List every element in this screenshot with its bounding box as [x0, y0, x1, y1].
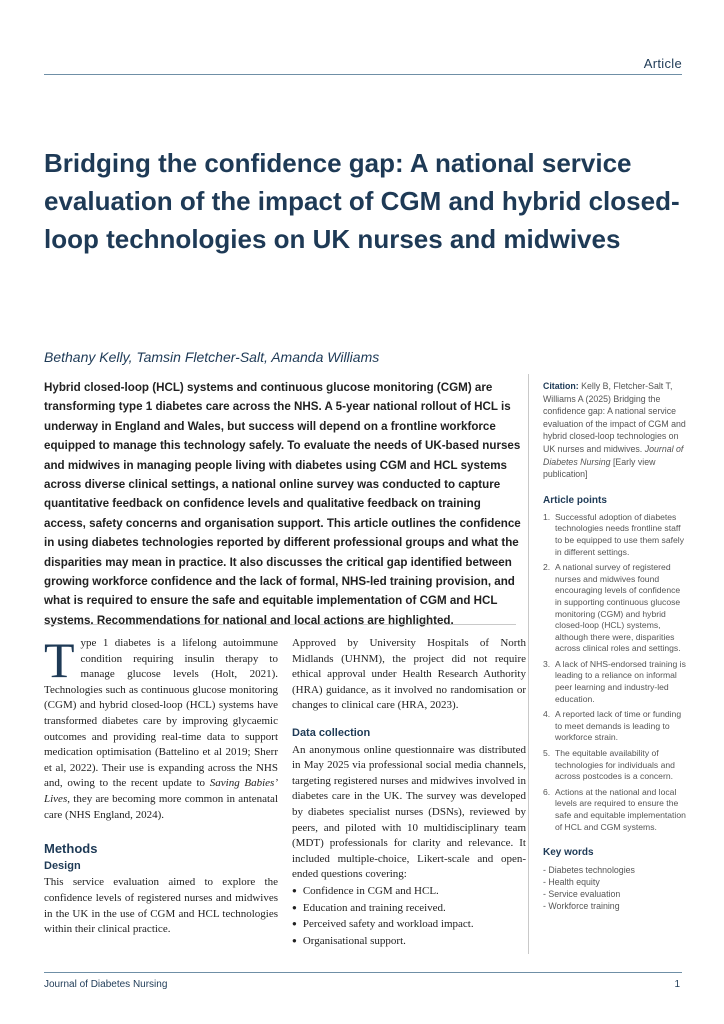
- topic-item: ● Education and training received.: [292, 900, 526, 917]
- footer-journal: Journal of Diabetes Nursing: [44, 979, 168, 990]
- keyword: - Workforce training: [543, 901, 620, 912]
- author-list: Bethany Kelly, Tamsin Fletcher-Salt, Amanda Williams: [44, 349, 380, 365]
- keyword: - Health equity: [543, 877, 600, 888]
- design-paragraph: This service evaluation aimed to explore the confidence levels of registered nurses and midwives in the UK in the use of CGM and HCL technologies within their clinical practice.: [44, 876, 278, 936]
- point-number: 6.: [543, 786, 551, 797]
- point-number: 2.: [543, 562, 551, 573]
- data-collection-paragraph: An anonymous online questionnaire was distributed in May 2025 via professional social media channels, targeting registered nurses and midwives involved in diabetes care in the UK. The survey was developed by diabetes specialist nurses (DSNs), reviewed by peers, and piloted with 10 multidisciplinary team (MDT) professionals for clarity and relevance. It included multiple-choice, Likert-scale and open-ended questions covering:: [292, 743, 526, 881]
- intro-italic: Saving Babies’ Lives: [44, 777, 279, 805]
- header-rule: [44, 74, 682, 75]
- article-points-list: [543, 512, 686, 833]
- article-point: [543, 748, 686, 783]
- point-text: The equitable availability of technologies for individuals and across postcodes is a concern.: [555, 748, 675, 782]
- topic-item: ● Confidence in CGM and HCL.: [292, 883, 526, 900]
- point-text: Successful adoption of diabetes technologies needs frontline staff to be equipped to use them safely in different settings.: [555, 511, 684, 557]
- citation-journal: Journal of Diabetes Nursing: [543, 443, 684, 467]
- point-number: 1.: [543, 511, 551, 522]
- point-text: Actions at the national and local levels are required to ensure the safe and equitable implementation of HCL and CGM systems.: [555, 786, 686, 832]
- point-number: 4.: [543, 709, 551, 720]
- design-heading: Design: [44, 859, 81, 872]
- sidebar: [528, 374, 686, 954]
- section-label: Article: [643, 56, 682, 71]
- keywords-list: [543, 864, 686, 912]
- footer-rule: [44, 972, 682, 973]
- article-points-heading: Article points: [543, 494, 607, 506]
- topic-item: ● Perceived safety and workload impact.: [292, 916, 526, 933]
- intro-paragraph: [44, 632, 279, 823]
- data-collection-heading: Data collection: [292, 726, 371, 739]
- point-number: 5.: [543, 748, 551, 759]
- article-point: [543, 659, 686, 705]
- article-title: Bridging the confidence gap: A national service evaluation of the impact of CGM and hybrid closed-loop technologies on UK nurses and midwives: [44, 148, 680, 254]
- citation-text: Kelly B, Fletcher-Salt T, Williams A (2025) Bridging the confidence gap: A national service evaluation of the impact of CGM and hybrid closed-loop technologies on UK nurses and midwives.: [543, 381, 686, 454]
- point-text: A reported lack of time or funding to meet demands is leading to workforce strain.: [555, 709, 682, 743]
- body-column-right: [292, 636, 526, 949]
- abstract: Hybrid closed-loop (HCL) systems and continuous glucose monitoring (CGM) are transforming type 1 diabetes care across the NHS. A 5-year national rollout of HCL is underway in England and Wales, but success will depend on a frontline workforce equipped to manage this technology safely. To evaluate the needs of UK-based nurses and midwives in managing people living with diabetes using CGM and HCL systems across diverse clinical settings, a national online survey was conducted to capture quantitative feedback on confidence levels and qualitative feedback on training access, safety concerns and organisation support. This article outlines the confidence in using diabetes technologies reported by different professional groups and what the disparities may mean in practice. It also discusses the critical gap identified between growing workforce confidence and the lack of formal, NHS-led training provision, and what is required to ensure the safe and equitable implementation of CGM and HCL systems. Recommendations for national and local actions are highlighted.: [44, 381, 521, 627]
- body-column-left: [44, 632, 279, 938]
- article-point: [543, 512, 686, 558]
- abstract-divider: [44, 624, 516, 625]
- drop-cap: T: [44, 632, 75, 688]
- approval-paragraph: Approved by University Hospitals of North Midlands (UHNM), the project did not require ethical approval under Health Research Authority (HRA) guidance, as it involved no randomisation or changes to clinical care (HRA, 2023).: [292, 637, 526, 712]
- citation-suffix: [Early view publication]: [543, 456, 656, 480]
- keyword: - Diabetes technologies: [543, 865, 635, 876]
- point-number: 3.: [543, 658, 551, 669]
- citation-label: Citation:: [543, 381, 579, 391]
- topics-list: [292, 883, 526, 949]
- citation: [543, 380, 686, 481]
- article-point: [543, 562, 686, 655]
- page-number: 1: [674, 979, 680, 990]
- keyword: - Service evaluation: [543, 889, 621, 900]
- point-text: A lack of NHS-endorsed training is leading to a reliance on informal peer learning and industry-led education.: [555, 658, 686, 704]
- article-point: [543, 709, 686, 744]
- point-text: A national survey of registered nurses and midwives found encouraging levels of confidence in supporting continuous glucose monitoring (CGM) and hybrid closed-loop (HCL) systems, although there were, disparities across clinical roles and settings.: [555, 562, 681, 654]
- intro-text: ype 1 diabetes is a lifelong autoimmune condition requiring insulin therapy to manage glucose levels (Holt, 2021). Technologies such as continuous glucose monitoring (CGM) and hybrid closed-loop (HCL) systems have transformed diabetes care by improving glycaemic outcomes and providing real-time data to support medication optimisation (Battelino et al 2019; Sherr et al, 2022). Their use is expanding across the NHS and, owing to the recent update to: [44, 637, 278, 790]
- methods-heading: Methods: [44, 841, 98, 857]
- keywords-heading: Key words: [543, 847, 594, 859]
- topic-item: ● Organisational support.: [292, 933, 526, 950]
- intro-text-end: , they are becoming more common in antenatal care (NHS England, 2024).: [44, 792, 278, 821]
- article-point: [543, 787, 686, 833]
